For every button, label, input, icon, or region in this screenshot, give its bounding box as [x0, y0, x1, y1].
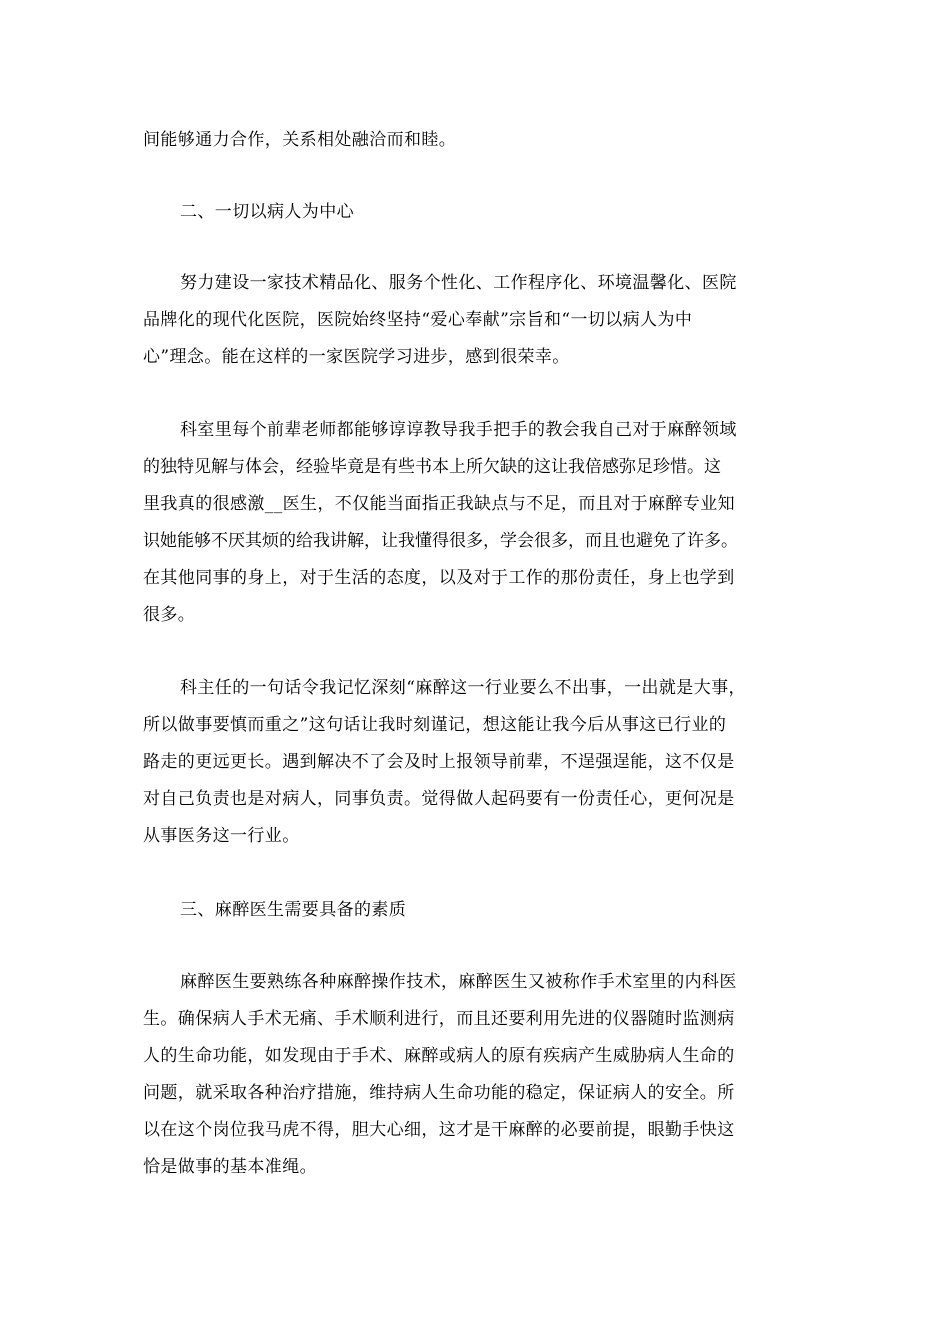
section-heading: 三、麻醉医生需要具备的素质: [180, 900, 407, 920]
paragraph-line: 所以做事要慎而重之”这句话让我时刻谨记，想这能让我今后从事这已行业的: [143, 715, 727, 735]
paragraph-line: 对自己负责也是对病人，同事负责。觉得做人起码要有一份责任心，更何况是: [143, 789, 735, 809]
paragraph-line: 心”理念。能在这样的一家医院学习进步，感到很荣幸。: [143, 347, 570, 367]
paragraph-line: 人的生命功能，如发现由于手术、麻醉或病人的原有疾病产生威胁病人生命的: [143, 1046, 735, 1066]
paragraph-line: 麻醉医生要熟练各种麻醉操作技术，麻醉医生又被称作手术室里的内科医: [180, 972, 737, 992]
paragraph-line: 路走的更远更长。遇到解决不了会及时上报领导前辈，不逞强逞能，这不仅是: [143, 752, 735, 772]
paragraph-line: 努力建设一家技术精品化、服务个性化、工作程序化、环境温馨化、医院: [180, 273, 737, 293]
section-heading: 二、一切以病人为中心: [180, 202, 354, 222]
paragraph-line: 从事医务这一行业。: [143, 826, 300, 846]
paragraph-line: 里我真的很感激__医生，不仅能当面指正我缺点与不足，而且对于麻醉专业知: [143, 494, 735, 514]
paragraph-line: 问题，就采取各种治疗措施，维持病人生命功能的稳定，保证病人的安全。所: [143, 1083, 735, 1103]
paragraph-line: 间能够通力合作，关系相处融洽而和睦。: [143, 130, 457, 150]
paragraph-line: 识她能够不厌其烦的给我讲解，让我懂得很多，学会很多，而且也避免了许多。: [143, 531, 738, 551]
paragraph-line: 科室里每个前辈老师都能够谆谆教导我手把手的教会我自己对于麻醉领域: [180, 420, 737, 440]
paragraph-line: 很多。: [143, 605, 196, 625]
paragraph-line: 恰是做事的基本准绳。: [143, 1157, 317, 1177]
paragraph-line: 在其他同事的身上，对于生活的态度，以及对于工作的那份责任，身上也学到: [143, 568, 735, 588]
paragraph-line: 科主任的一句话令我记忆深刻“麻醉这一行业要么不出事，一出就是大事，: [180, 678, 746, 698]
paragraph-line: 生。确保病人手术无痛、手术顺利进行，而且还要利用先进的仪器随时监测病: [143, 1009, 735, 1029]
paragraph-line: 品牌化的现代化医院，医院始终坚持“爱心奉献”宗旨和“一切以病人为中: [143, 310, 693, 330]
paragraph-line: 以在这个岗位我马虎不得，胆大心细，这才是干麻醉的必要前提，眼勤手快这: [143, 1120, 735, 1140]
paragraph-line: 的独特见解与体会，经验毕竟是有些书本上所欠缺的这让我倍感弥足珍惜。这: [143, 457, 721, 477]
